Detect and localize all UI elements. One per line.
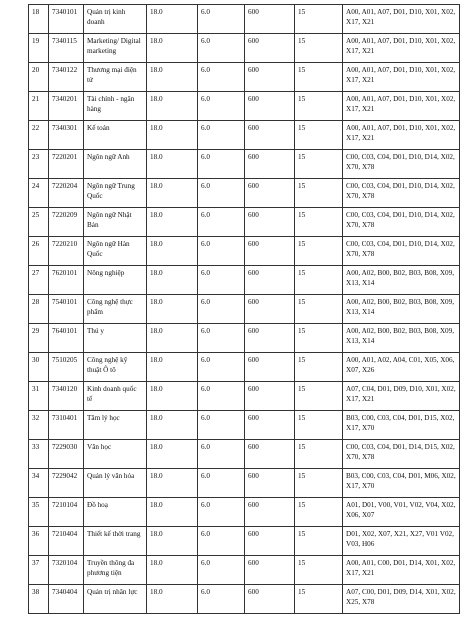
major-code-cell: 7229042 bbox=[49, 469, 84, 498]
subject-combinations-cell: A00, A01, A07, D01, D10, X01, X02, X17, X21 bbox=[343, 121, 460, 150]
bonus-score-cell: 6.0 bbox=[198, 585, 245, 614]
admission-table bbox=[28, 4, 460, 614]
major-code-cell: 7340101 bbox=[49, 5, 84, 34]
threshold-score-cell: 18.0 bbox=[147, 382, 198, 411]
major-name-cell: Văn học bbox=[84, 440, 147, 469]
quota-cell: 600 bbox=[245, 63, 295, 92]
threshold-score-cell: 18.0 bbox=[147, 324, 198, 353]
major-name-cell: Thú y bbox=[84, 324, 147, 353]
row-number-cell: 24 bbox=[29, 179, 49, 208]
subject-combinations-cell: B03, C00, C03, C04, D01, D15, X02, X17, X70 bbox=[343, 411, 460, 440]
row-number-cell: 30 bbox=[29, 353, 49, 382]
threshold-score-cell: 18.0 bbox=[147, 440, 198, 469]
major-code-cell: 7340201 bbox=[49, 92, 84, 121]
major-code-cell: 7229030 bbox=[49, 440, 84, 469]
subject-combinations-cell: C00, C03, C04, D01, D10, D14, X02, X70, X78 bbox=[343, 237, 460, 266]
minimum-cell: 15 bbox=[295, 34, 343, 63]
minimum-cell: 15 bbox=[295, 469, 343, 498]
quota-cell: 600 bbox=[245, 585, 295, 614]
table-row bbox=[29, 295, 460, 324]
quota-cell: 600 bbox=[245, 469, 295, 498]
quota-cell: 600 bbox=[245, 34, 295, 63]
major-name-cell: Kinh doanh quốc tế bbox=[84, 382, 147, 411]
major-name-cell: Thiết kế thời trang bbox=[84, 527, 147, 556]
table-row bbox=[29, 411, 460, 440]
quota-cell: 600 bbox=[245, 411, 295, 440]
row-number-cell: 21 bbox=[29, 92, 49, 121]
minimum-cell: 15 bbox=[295, 266, 343, 295]
minimum-cell: 15 bbox=[295, 92, 343, 121]
major-code-cell: 7310401 bbox=[49, 411, 84, 440]
row-number-cell: 34 bbox=[29, 469, 49, 498]
bonus-score-cell: 6.0 bbox=[198, 237, 245, 266]
quota-cell: 600 bbox=[245, 179, 295, 208]
minimum-cell: 15 bbox=[295, 237, 343, 266]
bonus-score-cell: 6.0 bbox=[198, 208, 245, 237]
subject-combinations-cell: C00, C03, C04, D01, D10, D14, X02, X70, X78 bbox=[343, 179, 460, 208]
threshold-score-cell: 18.0 bbox=[147, 585, 198, 614]
table-row bbox=[29, 150, 460, 179]
quota-cell: 600 bbox=[245, 324, 295, 353]
row-number-cell: 22 bbox=[29, 121, 49, 150]
table-row bbox=[29, 208, 460, 237]
subject-combinations-cell: C00, C03, C04, D01, D10, D14, X02, X70, X78 bbox=[343, 150, 460, 179]
table-row bbox=[29, 585, 460, 614]
table-row bbox=[29, 440, 460, 469]
table-row bbox=[29, 179, 460, 208]
major-name-cell: Công nghệ kỹ thuật Ô tô bbox=[84, 353, 147, 382]
row-number-cell: 38 bbox=[29, 585, 49, 614]
subject-combinations-cell: A01, D01, V00, V01, V02, V04, X02, X06, X07 bbox=[343, 498, 460, 527]
row-number-cell: 33 bbox=[29, 440, 49, 469]
major-code-cell: 7640101 bbox=[49, 324, 84, 353]
row-number-cell: 37 bbox=[29, 556, 49, 585]
subject-combinations-cell: A00, A01, C00, D01, D14, X01, X02, X17, X21 bbox=[343, 556, 460, 585]
quota-cell: 600 bbox=[245, 353, 295, 382]
bonus-score-cell: 6.0 bbox=[198, 382, 245, 411]
threshold-score-cell: 18.0 bbox=[147, 295, 198, 324]
major-code-cell: 7340404 bbox=[49, 585, 84, 614]
minimum-cell: 15 bbox=[295, 382, 343, 411]
bonus-score-cell: 6.0 bbox=[198, 295, 245, 324]
subject-combinations-cell: A00, A02, B00, B02, B03, B08, X09, X13, X14 bbox=[343, 266, 460, 295]
bonus-score-cell: 6.0 bbox=[198, 324, 245, 353]
bonus-score-cell: 6.0 bbox=[198, 498, 245, 527]
table-row bbox=[29, 5, 460, 34]
row-number-cell: 18 bbox=[29, 5, 49, 34]
subject-combinations-cell: B03, C00, C03, C04, D01, M06, X02, X17, X70 bbox=[343, 469, 460, 498]
quota-cell: 600 bbox=[245, 556, 295, 585]
threshold-score-cell: 18.0 bbox=[147, 208, 198, 237]
threshold-score-cell: 18.0 bbox=[147, 411, 198, 440]
threshold-score-cell: 18.0 bbox=[147, 121, 198, 150]
table-row bbox=[29, 527, 460, 556]
threshold-score-cell: 18.0 bbox=[147, 92, 198, 121]
subject-combinations-cell: A00, A01, A07, D01, D10, X01, X02, X17, X21 bbox=[343, 92, 460, 121]
major-code-cell: 7510205 bbox=[49, 353, 84, 382]
minimum-cell: 15 bbox=[295, 498, 343, 527]
subject-combinations-cell: A00, A02, B00, B02, B03, B08, X09, X13, X14 bbox=[343, 324, 460, 353]
major-code-cell: 7220204 bbox=[49, 179, 84, 208]
subject-combinations-cell: A07, C04, D01, D09, D10, X01, X02, X17, X21 bbox=[343, 382, 460, 411]
bonus-score-cell: 6.0 bbox=[198, 121, 245, 150]
row-number-cell: 25 bbox=[29, 208, 49, 237]
row-number-cell: 19 bbox=[29, 34, 49, 63]
minimum-cell: 15 bbox=[295, 585, 343, 614]
threshold-score-cell: 18.0 bbox=[147, 353, 198, 382]
major-name-cell: Đồ hoạ bbox=[84, 498, 147, 527]
row-number-cell: 35 bbox=[29, 498, 49, 527]
quota-cell: 600 bbox=[245, 208, 295, 237]
row-number-cell: 31 bbox=[29, 382, 49, 411]
subject-combinations-cell: A00, A01, A07, D01, D10, X01, X02, X17, X21 bbox=[343, 34, 460, 63]
quota-cell: 600 bbox=[245, 121, 295, 150]
threshold-score-cell: 18.0 bbox=[147, 266, 198, 295]
minimum-cell: 15 bbox=[295, 527, 343, 556]
major-code-cell: 7340120 bbox=[49, 382, 84, 411]
major-name-cell: Thương mại điện tử bbox=[84, 63, 147, 92]
table-row bbox=[29, 556, 460, 585]
table-body bbox=[29, 5, 460, 614]
table-row bbox=[29, 382, 460, 411]
bonus-score-cell: 6.0 bbox=[198, 469, 245, 498]
table-row bbox=[29, 34, 460, 63]
major-code-cell: 7340122 bbox=[49, 63, 84, 92]
minimum-cell: 15 bbox=[295, 179, 343, 208]
subject-combinations-cell: A00, A01, A07, D01, D10, X01, X02, X17, X21 bbox=[343, 63, 460, 92]
subject-combinations-cell: A00, A01, A02, A04, C01, X05, X06, X07, X26 bbox=[343, 353, 460, 382]
bonus-score-cell: 6.0 bbox=[198, 150, 245, 179]
minimum-cell: 15 bbox=[295, 295, 343, 324]
quota-cell: 600 bbox=[245, 266, 295, 295]
minimum-cell: 15 bbox=[295, 440, 343, 469]
minimum-cell: 15 bbox=[295, 150, 343, 179]
major-code-cell: 7320104 bbox=[49, 556, 84, 585]
minimum-cell: 15 bbox=[295, 353, 343, 382]
threshold-score-cell: 18.0 bbox=[147, 469, 198, 498]
subject-combinations-cell: C00, C03, C04, D01, D14, D15, X02, X70, X78 bbox=[343, 440, 460, 469]
bonus-score-cell: 6.0 bbox=[198, 556, 245, 585]
bonus-score-cell: 6.0 bbox=[198, 527, 245, 556]
table-row bbox=[29, 324, 460, 353]
threshold-score-cell: 18.0 bbox=[147, 5, 198, 34]
minimum-cell: 15 bbox=[295, 556, 343, 585]
major-name-cell: Ngôn ngữ Hàn Quốc bbox=[84, 237, 147, 266]
major-name-cell: Ngôn ngữ Anh bbox=[84, 150, 147, 179]
quota-cell: 600 bbox=[245, 92, 295, 121]
table-row bbox=[29, 63, 460, 92]
table-row bbox=[29, 237, 460, 266]
quota-cell: 600 bbox=[245, 295, 295, 324]
quota-cell: 600 bbox=[245, 5, 295, 34]
table-row bbox=[29, 469, 460, 498]
major-name-cell: Ngôn ngữ Nhật Bản bbox=[84, 208, 147, 237]
quota-cell: 600 bbox=[245, 237, 295, 266]
threshold-score-cell: 18.0 bbox=[147, 237, 198, 266]
row-number-cell: 23 bbox=[29, 150, 49, 179]
major-name-cell: Kế toán bbox=[84, 121, 147, 150]
major-code-cell: 7220201 bbox=[49, 150, 84, 179]
subject-combinations-cell: D01, X02, X07, X21, X27, V01 V02, V03, H06 bbox=[343, 527, 460, 556]
table-row bbox=[29, 498, 460, 527]
table-row bbox=[29, 353, 460, 382]
minimum-cell: 15 bbox=[295, 5, 343, 34]
threshold-score-cell: 18.0 bbox=[147, 150, 198, 179]
bonus-score-cell: 6.0 bbox=[198, 63, 245, 92]
major-name-cell: Quản lý văn hóa bbox=[84, 469, 147, 498]
subject-combinations-cell: A00, A01, A07, D01, D10, X01, X02, X17, X21 bbox=[343, 5, 460, 34]
major-code-cell: 7210404 bbox=[49, 527, 84, 556]
minimum-cell: 15 bbox=[295, 121, 343, 150]
quota-cell: 600 bbox=[245, 150, 295, 179]
threshold-score-cell: 18.0 bbox=[147, 34, 198, 63]
major-name-cell: Ngôn ngữ Trung Quốc bbox=[84, 179, 147, 208]
major-name-cell: Marketing/ Digital marketing bbox=[84, 34, 147, 63]
major-code-cell: 7340301 bbox=[49, 121, 84, 150]
threshold-score-cell: 18.0 bbox=[147, 556, 198, 585]
major-name-cell: Truyền thông đa phương tiện bbox=[84, 556, 147, 585]
bonus-score-cell: 6.0 bbox=[198, 5, 245, 34]
threshold-score-cell: 18.0 bbox=[147, 527, 198, 556]
major-name-cell: Tâm lý học bbox=[84, 411, 147, 440]
bonus-score-cell: 6.0 bbox=[198, 411, 245, 440]
subject-combinations-cell: A00, A02, B00, B02, B03, B08, X09, X13, X14 bbox=[343, 295, 460, 324]
bonus-score-cell: 6.0 bbox=[198, 440, 245, 469]
major-code-cell: 7620101 bbox=[49, 266, 84, 295]
subject-combinations-cell: A07, C00, D01, D09, D14, X01, X02, X25, X78 bbox=[343, 585, 460, 614]
row-number-cell: 29 bbox=[29, 324, 49, 353]
major-code-cell: 7540101 bbox=[49, 295, 84, 324]
row-number-cell: 27 bbox=[29, 266, 49, 295]
bonus-score-cell: 6.0 bbox=[198, 92, 245, 121]
major-name-cell: Quản trị kinh doanh bbox=[84, 5, 147, 34]
threshold-score-cell: 18.0 bbox=[147, 179, 198, 208]
minimum-cell: 15 bbox=[295, 208, 343, 237]
table-row bbox=[29, 266, 460, 295]
major-code-cell: 7220209 bbox=[49, 208, 84, 237]
bonus-score-cell: 6.0 bbox=[198, 179, 245, 208]
quota-cell: 600 bbox=[245, 498, 295, 527]
minimum-cell: 15 bbox=[295, 324, 343, 353]
row-number-cell: 32 bbox=[29, 411, 49, 440]
major-name-cell: Quản trị nhân lực bbox=[84, 585, 147, 614]
quota-cell: 600 bbox=[245, 440, 295, 469]
bonus-score-cell: 6.0 bbox=[198, 353, 245, 382]
major-code-cell: 7210104 bbox=[49, 498, 84, 527]
table-row bbox=[29, 92, 460, 121]
row-number-cell: 26 bbox=[29, 237, 49, 266]
subject-combinations-cell: C00, C03, C04, D01, D10, D14, X02, X70, X78 bbox=[343, 208, 460, 237]
quota-cell: 600 bbox=[245, 382, 295, 411]
row-number-cell: 28 bbox=[29, 295, 49, 324]
threshold-score-cell: 18.0 bbox=[147, 498, 198, 527]
major-code-cell: 7340115 bbox=[49, 34, 84, 63]
minimum-cell: 15 bbox=[295, 411, 343, 440]
table-row bbox=[29, 121, 460, 150]
threshold-score-cell: 18.0 bbox=[147, 63, 198, 92]
bonus-score-cell: 6.0 bbox=[198, 34, 245, 63]
major-code-cell: 7220210 bbox=[49, 237, 84, 266]
quota-cell: 600 bbox=[245, 527, 295, 556]
major-name-cell: Nông nghiệp bbox=[84, 266, 147, 295]
row-number-cell: 20 bbox=[29, 63, 49, 92]
bonus-score-cell: 6.0 bbox=[198, 266, 245, 295]
minimum-cell: 15 bbox=[295, 63, 343, 92]
row-number-cell: 36 bbox=[29, 527, 49, 556]
major-name-cell: Tài chính - ngân hàng bbox=[84, 92, 147, 121]
major-name-cell: Công nghệ thực phẩm bbox=[84, 295, 147, 324]
